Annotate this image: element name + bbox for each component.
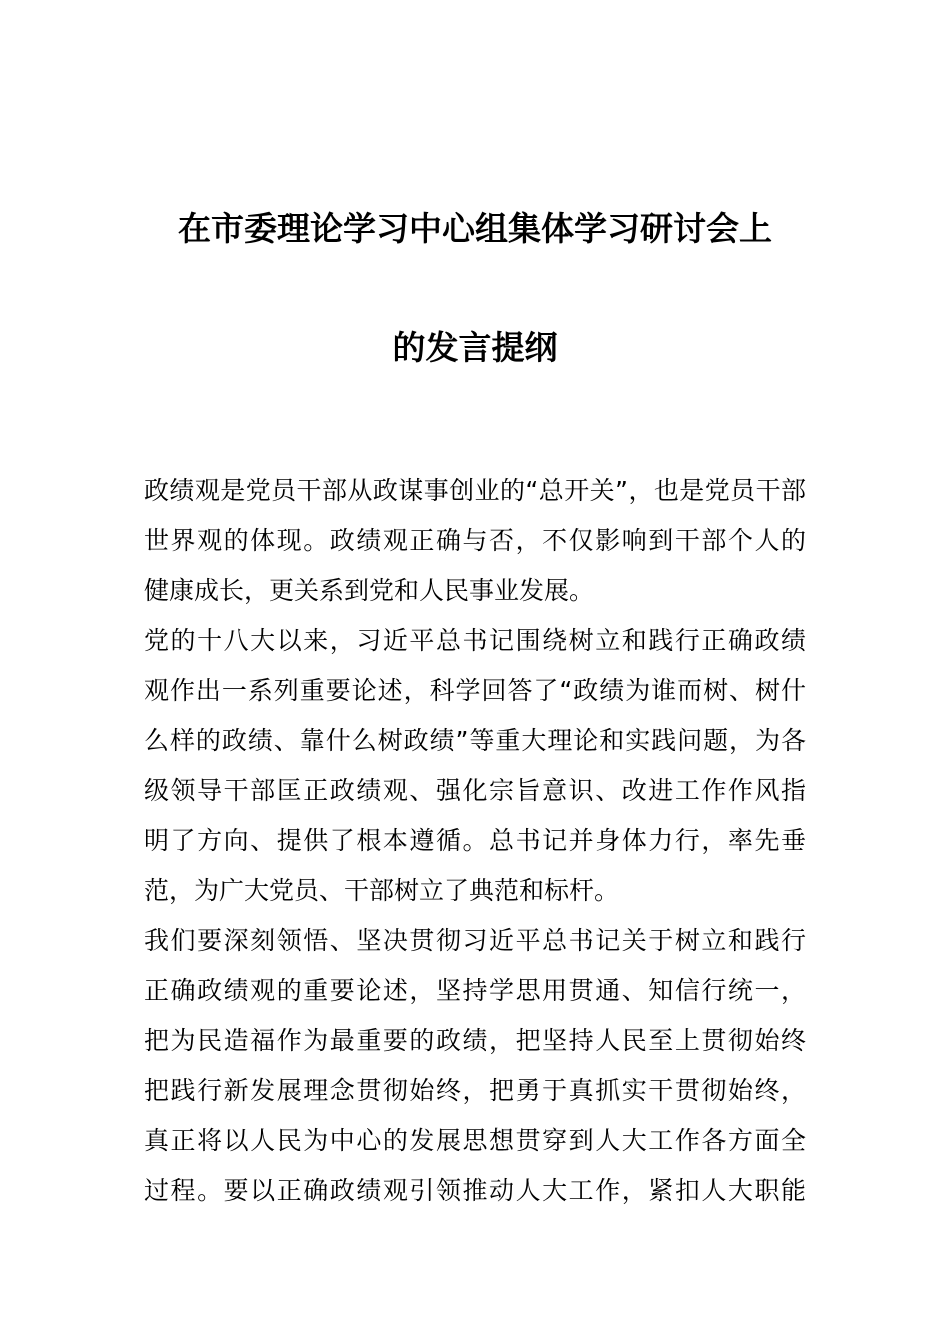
body-line: 政绩观是党员干部从政谋事创业的“总开关”，也是党员干部 bbox=[144, 476, 806, 505]
body-line: 范，为广大党员、干部树立了典范和标杆。 bbox=[144, 876, 620, 905]
body-line: 观作出一系列重要论述，科学回答了“政绩为谁而树、树什 bbox=[144, 676, 806, 705]
document-title-line-1: 在市委理论学习中心组集体学习研讨会上 bbox=[178, 209, 772, 248]
body-line: 明了方向、提供了根本遵循。总书记并身体力行，率先垂 bbox=[144, 826, 806, 855]
body-line: 我们要深刻领悟、坚决贯彻习近平总书记关于树立和践行 bbox=[144, 926, 806, 955]
body-line: 把为民造福作为最重要的政绩，把坚持人民至上贯彻始终 bbox=[144, 1026, 806, 1055]
body-line: 健康成长，更关系到党和人民事业发展。 bbox=[144, 576, 595, 605]
body-line: 世界观的体现。政绩观正确与否，不仅影响到干部个人的 bbox=[144, 526, 806, 555]
document-title-line-2: 的发言提纲 bbox=[392, 328, 558, 367]
body-line: 真正将以人民为中心的发展思想贯穿到人大工作各方面全 bbox=[144, 1126, 806, 1155]
document-body bbox=[144, 466, 806, 1216]
body-line: 么样的政绩、靠什么树政绩”等重大理论和实践问题，为各 bbox=[144, 726, 806, 755]
body-line: 级领导干部匡正政绩观、强化宗旨意识、改进工作作风指 bbox=[144, 776, 806, 805]
body-line: 过程。要以正确政绩观引领推动人大工作，紧扣人大职能 bbox=[144, 1176, 806, 1205]
body-line: 把践行新发展理念贯彻始终，把勇于真抓实干贯彻始终， bbox=[144, 1076, 806, 1105]
body-line: 党的十八大以来，习近平总书记围绕树立和践行正确政绩 bbox=[144, 626, 806, 655]
body-line: 正确政绩观的重要论述，坚持学思用贯通、知信行统一， bbox=[144, 976, 806, 1005]
